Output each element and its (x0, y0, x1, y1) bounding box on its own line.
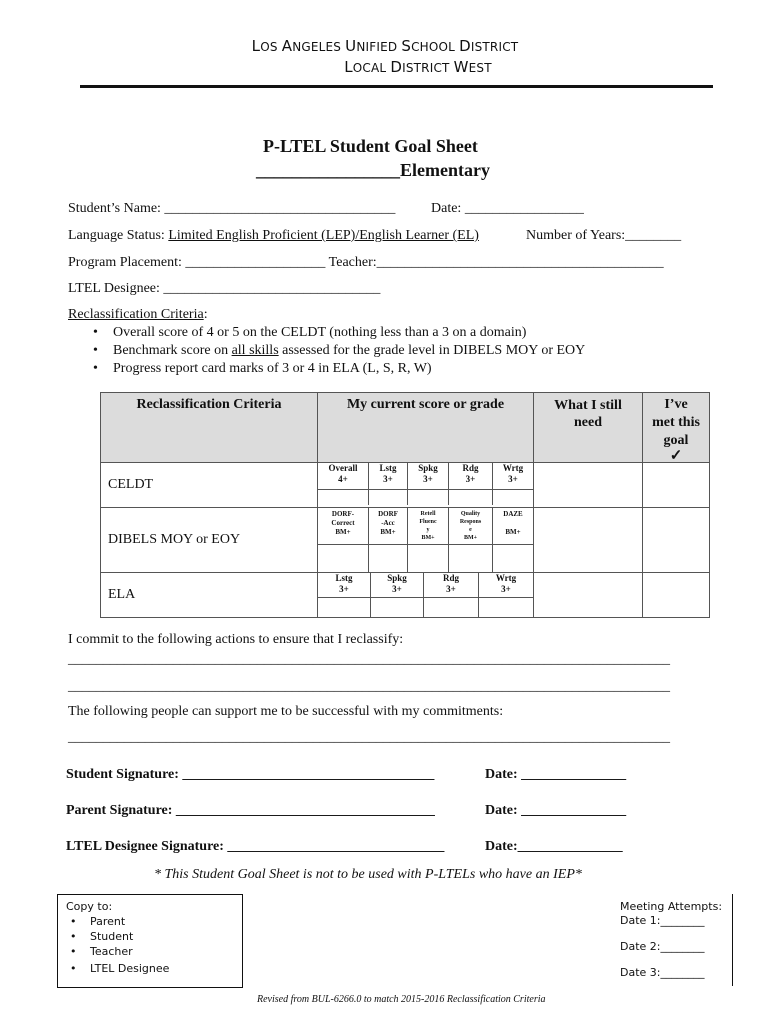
header-rule (80, 85, 713, 88)
meeting-attempts-box (612, 894, 733, 986)
program-placement-field[interactable]: Program Placement: ____________________ Teacher:_________________________________________ (68, 255, 664, 270)
copy-to-item (70, 915, 126, 928)
local-part: W (453, 58, 469, 76)
ela-met-cell[interactable] (643, 573, 710, 618)
col-label: e (469, 527, 472, 533)
district-part: U (345, 37, 357, 55)
criteria-bullet (93, 343, 586, 359)
commit-line[interactable]: ______________________________________________________________________________________ (68, 679, 670, 694)
copy-to-label: Copy to: (66, 900, 113, 913)
dibels-score-cell (318, 508, 534, 573)
col-target: BM+ (463, 535, 478, 541)
student-name-field[interactable]: Student’s Name: _________________________________ (68, 201, 396, 216)
iep-note: * This Student Goal Sheet is not to be used with P-LTELs who have an IEP* (154, 867, 582, 882)
col-label: Quality (460, 511, 481, 517)
col-target: 3+ (339, 584, 349, 594)
local-part: L (344, 58, 353, 76)
commit-line[interactable]: ______________________________________________________________________________________ (68, 652, 670, 667)
header-met-line: goal (663, 433, 689, 448)
designee-signature-line[interactable]: LTEL Designee Signature: _______________________________ (66, 839, 445, 854)
celdt-col (369, 463, 408, 489)
bullet-icon: • (93, 343, 98, 358)
language-status-value: Limited English Proficient (LEP)/English Learner (EL) (168, 228, 479, 243)
date-field[interactable]: Date: _________________ (431, 201, 584, 216)
ela-score-entry[interactable] (424, 597, 479, 617)
meeting-date-3[interactable]: Date 3:________ (620, 966, 705, 979)
dibels-grid (318, 508, 533, 572)
criteria-heading-text: Reclassification Criteria (68, 307, 204, 322)
header-met-line: met this (652, 415, 700, 430)
celdt-grid (318, 463, 533, 505)
ela-score-cell (318, 573, 534, 618)
dibels-score-entry[interactable] (318, 544, 369, 572)
district-part: A (281, 37, 293, 55)
celdt-score-entry[interactable] (408, 489, 449, 505)
header-need (534, 393, 643, 463)
district-part: NIFIED (356, 40, 402, 54)
meeting-date-2[interactable]: Date 2:________ (620, 940, 705, 953)
local-part: D (390, 58, 403, 76)
dibels-score-entry[interactable] (493, 544, 534, 572)
col-label: Overall (328, 463, 358, 473)
district-header (0, 37, 770, 55)
bullet-text: assessed for the grade level in DIBELS MOY or EOY (278, 343, 586, 358)
district-part: L (251, 37, 261, 55)
col-label: Rdg (462, 463, 479, 473)
col-label: Correct (331, 519, 355, 527)
designee-signature-date[interactable]: Date:_______________ (485, 839, 623, 854)
celdt-col (449, 463, 493, 489)
ela-col (371, 573, 424, 597)
local-district-header (33, 58, 770, 76)
copy-to-box (57, 894, 243, 988)
copy-to-item-text: Student (90, 930, 134, 943)
celdt-col (408, 463, 449, 489)
col-label: DORF (378, 510, 398, 518)
copy-to-item (70, 945, 133, 958)
meeting-date-1[interactable]: Date 1:________ (620, 914, 705, 927)
copy-to-item-text: LTEL Designee (90, 962, 170, 975)
col-target: 3+ (423, 474, 433, 484)
header-score (318, 393, 534, 463)
celdt-col (493, 463, 534, 489)
support-line[interactable]: ______________________________________________________________________________________ (68, 730, 670, 745)
col-label: Lstg (335, 573, 353, 583)
dibels-col (369, 508, 408, 544)
commit-label: I commit to the following actions to ensure that I reclassify: (68, 632, 404, 647)
col-target: BM+ (335, 528, 351, 536)
district-part: CHOOL (411, 40, 460, 54)
district-part: D (459, 37, 471, 55)
celdt-col (318, 463, 369, 489)
support-label: The following people can support me to be successful with my commitments: (68, 704, 504, 719)
criteria-bullet (93, 325, 527, 341)
header-need-text: What I still need (554, 398, 622, 430)
local-part: ISTRICT (402, 61, 454, 75)
col-label: Fluenc (419, 519, 437, 525)
ela-grid (318, 573, 533, 617)
col-target: 4+ (338, 474, 348, 484)
col-label: Spkg (418, 463, 438, 473)
checkmark-icon: ✓ (669, 448, 683, 464)
copy-to-item-text: Parent (90, 915, 126, 928)
dibels-col (408, 508, 449, 544)
dibels-col (449, 508, 493, 544)
dibels-col (318, 508, 369, 544)
student-signature-date[interactable]: Date: _______________ (485, 767, 627, 782)
bullet-text: Overall score of 4 or 5 on the CELDT (nothing less than a 3 on a domain) (113, 325, 527, 340)
dibels-need-cell[interactable] (534, 508, 643, 573)
criteria-table (100, 392, 710, 618)
years-field[interactable]: Number of Years:________ (526, 228, 682, 243)
col-target: 3+ (446, 584, 456, 594)
dibels-met-cell[interactable] (643, 508, 710, 573)
col-label: Respons (459, 519, 482, 525)
col-label: -Acc (381, 519, 395, 527)
bullet-icon: • (70, 962, 77, 975)
celdt-score-entry[interactable] (318, 489, 369, 505)
parent-signature-date[interactable]: Date: _______________ (485, 803, 627, 818)
dibels-score-entry[interactable] (408, 544, 449, 572)
bullet-icon: • (70, 915, 77, 928)
district-part: ISTRICT (470, 40, 519, 54)
ela-score-entry[interactable] (371, 597, 424, 617)
district-part: S (401, 37, 412, 55)
col-label: Spkg (387, 573, 407, 583)
col-target: 3+ (501, 584, 511, 594)
ela-score-entry[interactable] (318, 597, 371, 617)
ela-score-entry[interactable] (479, 597, 534, 617)
col-label: Wrtg (495, 573, 517, 583)
school-line: ________________Elementary (256, 160, 490, 180)
dibels-score-entry[interactable] (449, 544, 493, 572)
bullet-icon: • (70, 945, 77, 958)
ela-col (318, 573, 371, 597)
student-signature-line[interactable]: Student Signature: ____________________________________ (66, 767, 435, 782)
ela-need-cell[interactable] (534, 573, 643, 618)
celdt-need-cell[interactable] (534, 463, 643, 508)
revision-footer: Revised from BUL-6266.0 to match 2015-2016 Reclassification Criteria (257, 994, 546, 1005)
district-part: NGELES (292, 40, 346, 54)
criteria-bullet (93, 361, 432, 377)
col-target: 3+ (508, 474, 518, 484)
celdt-score-entry[interactable] (449, 489, 493, 505)
criteria-heading (68, 307, 208, 323)
dibels-score-entry[interactable] (369, 544, 408, 572)
bullet-icon: • (70, 930, 77, 943)
celdt-met-cell[interactable] (643, 463, 710, 508)
col-label: Lstg (379, 463, 397, 473)
col-target: BM+ (421, 535, 435, 541)
row-label-ela: ELA (101, 573, 318, 618)
col-target: BM+ (380, 528, 396, 536)
language-status-field (68, 228, 479, 244)
col-label: y (426, 527, 430, 533)
ltel-designee-field[interactable]: LTEL Designee: _______________________________ (68, 281, 381, 296)
header-criteria-text: Reclassification Criteria (136, 397, 282, 412)
row-label-celdt: CELDT (101, 463, 318, 508)
copy-to-item (70, 930, 134, 943)
bullet-icon: • (93, 361, 98, 376)
copy-to-item-text: Teacher (90, 945, 133, 958)
ela-col (479, 573, 534, 597)
bullet-icon: • (93, 325, 98, 340)
dibels-col (493, 508, 534, 544)
col-label: DORF- (331, 510, 355, 518)
col-target: 3+ (383, 474, 393, 484)
header-met-line: I’ve (664, 397, 688, 412)
celdt-score-entry[interactable] (493, 489, 534, 505)
col-label: Wrtg (502, 463, 524, 473)
col-target: 3+ (465, 474, 476, 484)
local-part: OCAL (352, 61, 391, 75)
ela-col (424, 573, 479, 597)
copy-to-item (70, 962, 170, 975)
local-part: EST (468, 61, 492, 75)
header-score-text: My current score or grade (346, 397, 505, 412)
col-label: DAZE (503, 510, 523, 518)
col-spacer (493, 519, 533, 528)
col-target: 3+ (392, 584, 402, 594)
header-met (643, 393, 710, 463)
celdt-score-cell (318, 463, 534, 508)
language-status-label: Language Status: (68, 228, 169, 243)
meeting-attempts-label: Meeting Attempts: (620, 900, 723, 913)
parent-signature-line[interactable]: Parent Signature: _____________________________________ (66, 803, 435, 818)
page-title: P-LTEL Student Goal Sheet (263, 136, 478, 156)
row-label-dibels: DIBELS MOY or EOY (101, 508, 318, 573)
col-label: Retell (420, 511, 436, 517)
bullet-underlined-text: all skills (231, 343, 279, 358)
col-target: BM+ (505, 528, 521, 536)
bullet-text: Benchmark score on (113, 343, 232, 358)
criteria-heading-colon: : (203, 307, 208, 322)
celdt-score-entry[interactable] (369, 489, 408, 505)
col-label: Rdg (442, 573, 459, 583)
district-part: OS (260, 40, 282, 54)
header-criteria (101, 393, 318, 463)
bullet-text: Progress report card marks of 3 or 4 in ELA (L, S, R, W) (113, 361, 432, 376)
